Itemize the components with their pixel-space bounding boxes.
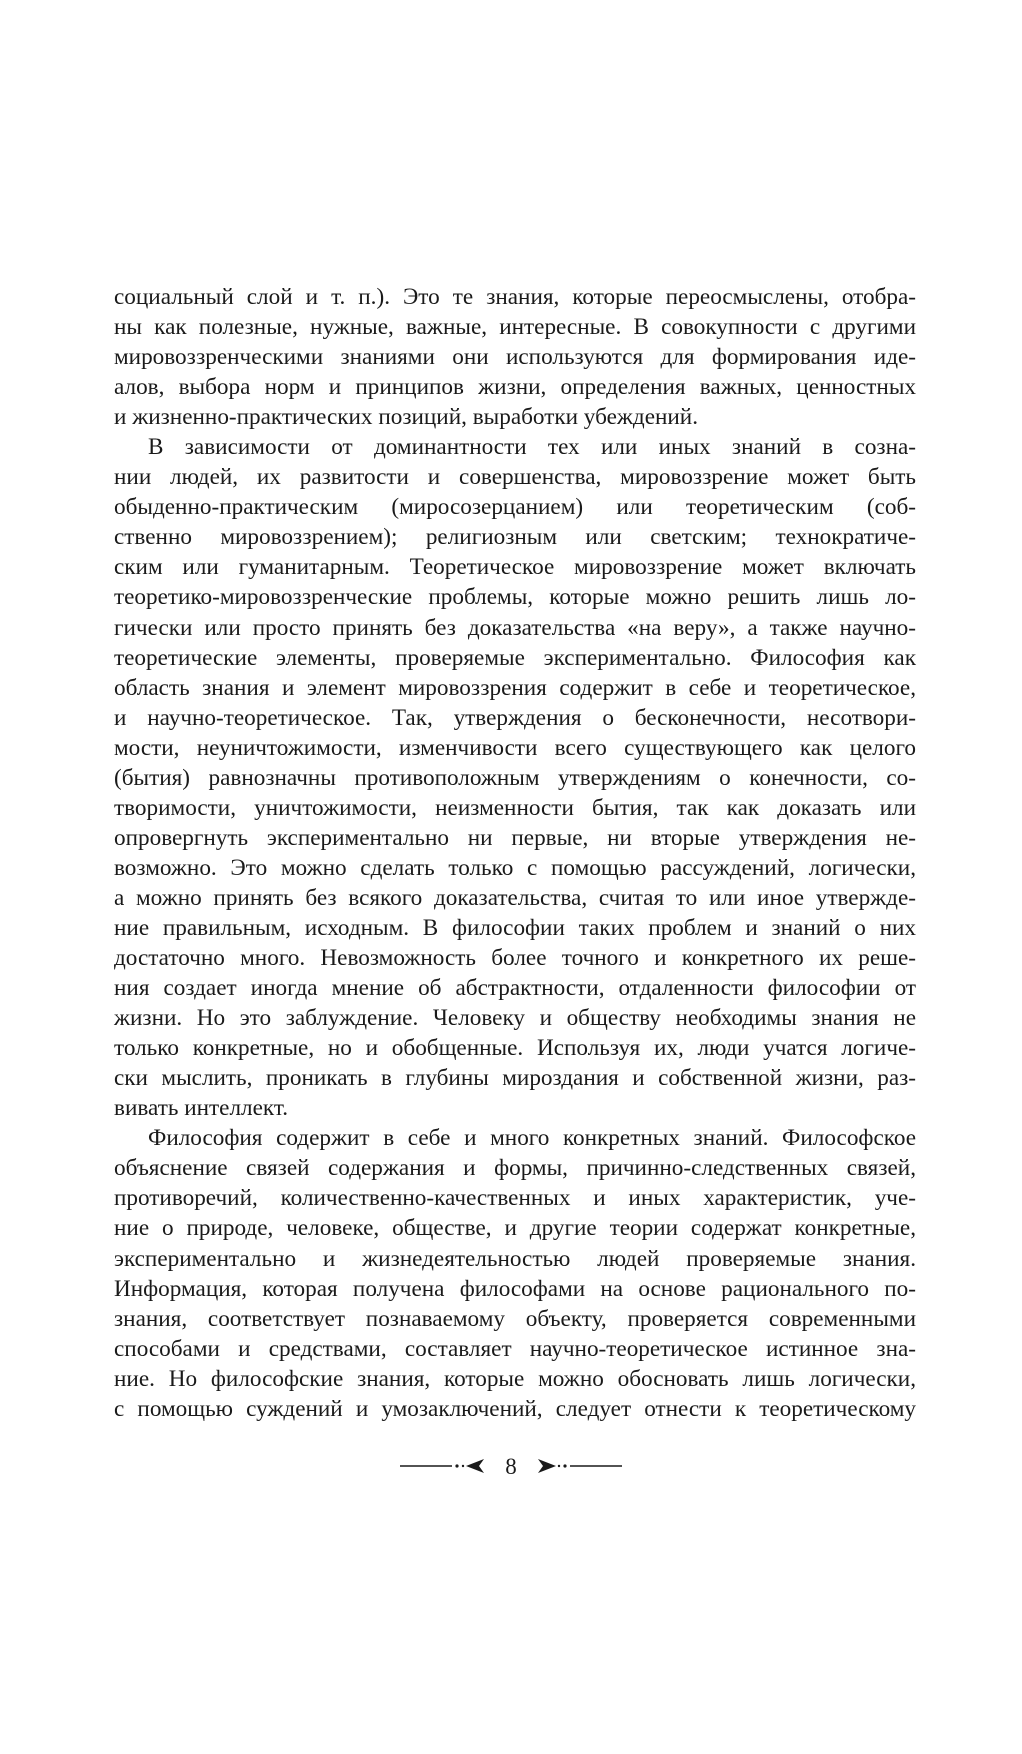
text-line: мировоззренческими знаниями они используются для формирования иде- (114, 344, 916, 371)
text-line: ски мыслить, проникать в глубины мироздания и собственной жизни, раз- (114, 1065, 916, 1092)
text-line: область знания и элемент мировоззрения содержит в себе и теоретическое, (114, 674, 916, 701)
text-line: с помощью суждений и умозаключений, следует отнести к теоретическому (114, 1395, 916, 1422)
text-line: способами и средствами, составляет научно-теоретическое истинное зна- (114, 1335, 916, 1362)
text-line: ние. Но философские знания, которые можно обосновать лишь логически, (114, 1365, 916, 1392)
text-line: объяснение связей содержания и формы, причинно-следственных связей, (114, 1155, 916, 1182)
text-line: мости, неуничтожимости, изменчивости всего существующего как целого (114, 734, 916, 761)
text-line: (бытия) равнозначны противоположным утверждениям о конечности, со- (114, 764, 916, 791)
page-footer (0, 1453, 1022, 1483)
paragraph (114, 282, 916, 432)
text-line: жизни. Но это заблуждение. Человеку и обществу необходимы знания не (114, 1005, 916, 1032)
text-line: достаточно много. Невозможность более точного и конкретного их реше- (114, 945, 916, 972)
text-line: В зависимости от доминантности тех или иных знаний в созна- (148, 434, 916, 461)
text-line: теоретические элементы, проверяемые экспериментально. Философия как (114, 644, 916, 671)
text-line: ния создает иногда мнение об абстрактности, отдаленности философии от (114, 975, 916, 1002)
text-line: Философия содержит в себе и много конкретных знаний. Философское (148, 1125, 916, 1152)
text-line: Информация, которая получена философами на основе рационального по- (114, 1275, 916, 1302)
text-line: гически или просто принять без доказательства «на веру», а также научно- (114, 614, 916, 641)
text-line: и научно-теоретическое. Так, утверждения о бесконечности, несотвори- (114, 704, 916, 731)
right-ornament-icon (532, 1453, 622, 1483)
left-ornament-icon (400, 1453, 490, 1483)
text-line: ние правильным, исходным. В философии таких проблем и знаний о них (114, 914, 916, 941)
paragraph (114, 1123, 916, 1423)
text-line: опровергнуть экспериментально ни первые, ни вторые утверждения не- (114, 824, 916, 851)
text-line: обыденно-практическим (миросозерцанием) или теоретическим (соб- (114, 494, 916, 521)
body-text (114, 282, 916, 1424)
text-line: ние о природе, человеке, обществе, и другие теории содержат конкретные, (114, 1215, 916, 1242)
text-line: социальный слой и т. п.). Это те знания, которые переосмыслены, отобра- (114, 284, 916, 310)
text-line: противоречий, количественно-качественных и иных характеристик, уче- (114, 1185, 916, 1212)
text-line: только конкретные, но и обобщенные. Используя их, люди учатся логиче- (114, 1035, 916, 1062)
text-line: нии людей, их развитости и совершенства, мировоззрение может быть (114, 464, 916, 491)
page-number: 8 (505, 1454, 517, 1479)
text-line: ны как полезные, нужные, важные, интересные. В совокупности с другими (114, 314, 916, 341)
text-line: а можно принять без всякого доказательства, считая то или иное утвержде- (114, 884, 916, 911)
text-line: ским или гуманитарным. Теоретическое мировоззрение может включать (114, 554, 916, 581)
text-line: экспериментально и жизнедеятельностью людей проверяемые знания. (114, 1245, 916, 1272)
text-line: ственно мировоззрением); религиозным или светским; технократиче- (114, 524, 916, 551)
text-line: алов, выбора норм и принципов жизни, определения важных, ценностных (114, 374, 916, 401)
paragraph (114, 432, 916, 1123)
text-line: и жизненно-практических позиций, выработки убеждений. (114, 404, 699, 431)
text-line: возможно. Это можно сделать только с помощью рассуждений, логически, (114, 854, 916, 881)
text-line: вивать интеллект. (114, 1095, 289, 1122)
text-line: творимости, уничтожимости, неизменности бытия, так как доказать или (114, 794, 916, 821)
text-line: знания, соответствует познаваемому объекту, проверяется современными (114, 1305, 916, 1332)
text-line: теоретико-мировоззренческие проблемы, которые можно решить лишь ло- (114, 584, 916, 611)
